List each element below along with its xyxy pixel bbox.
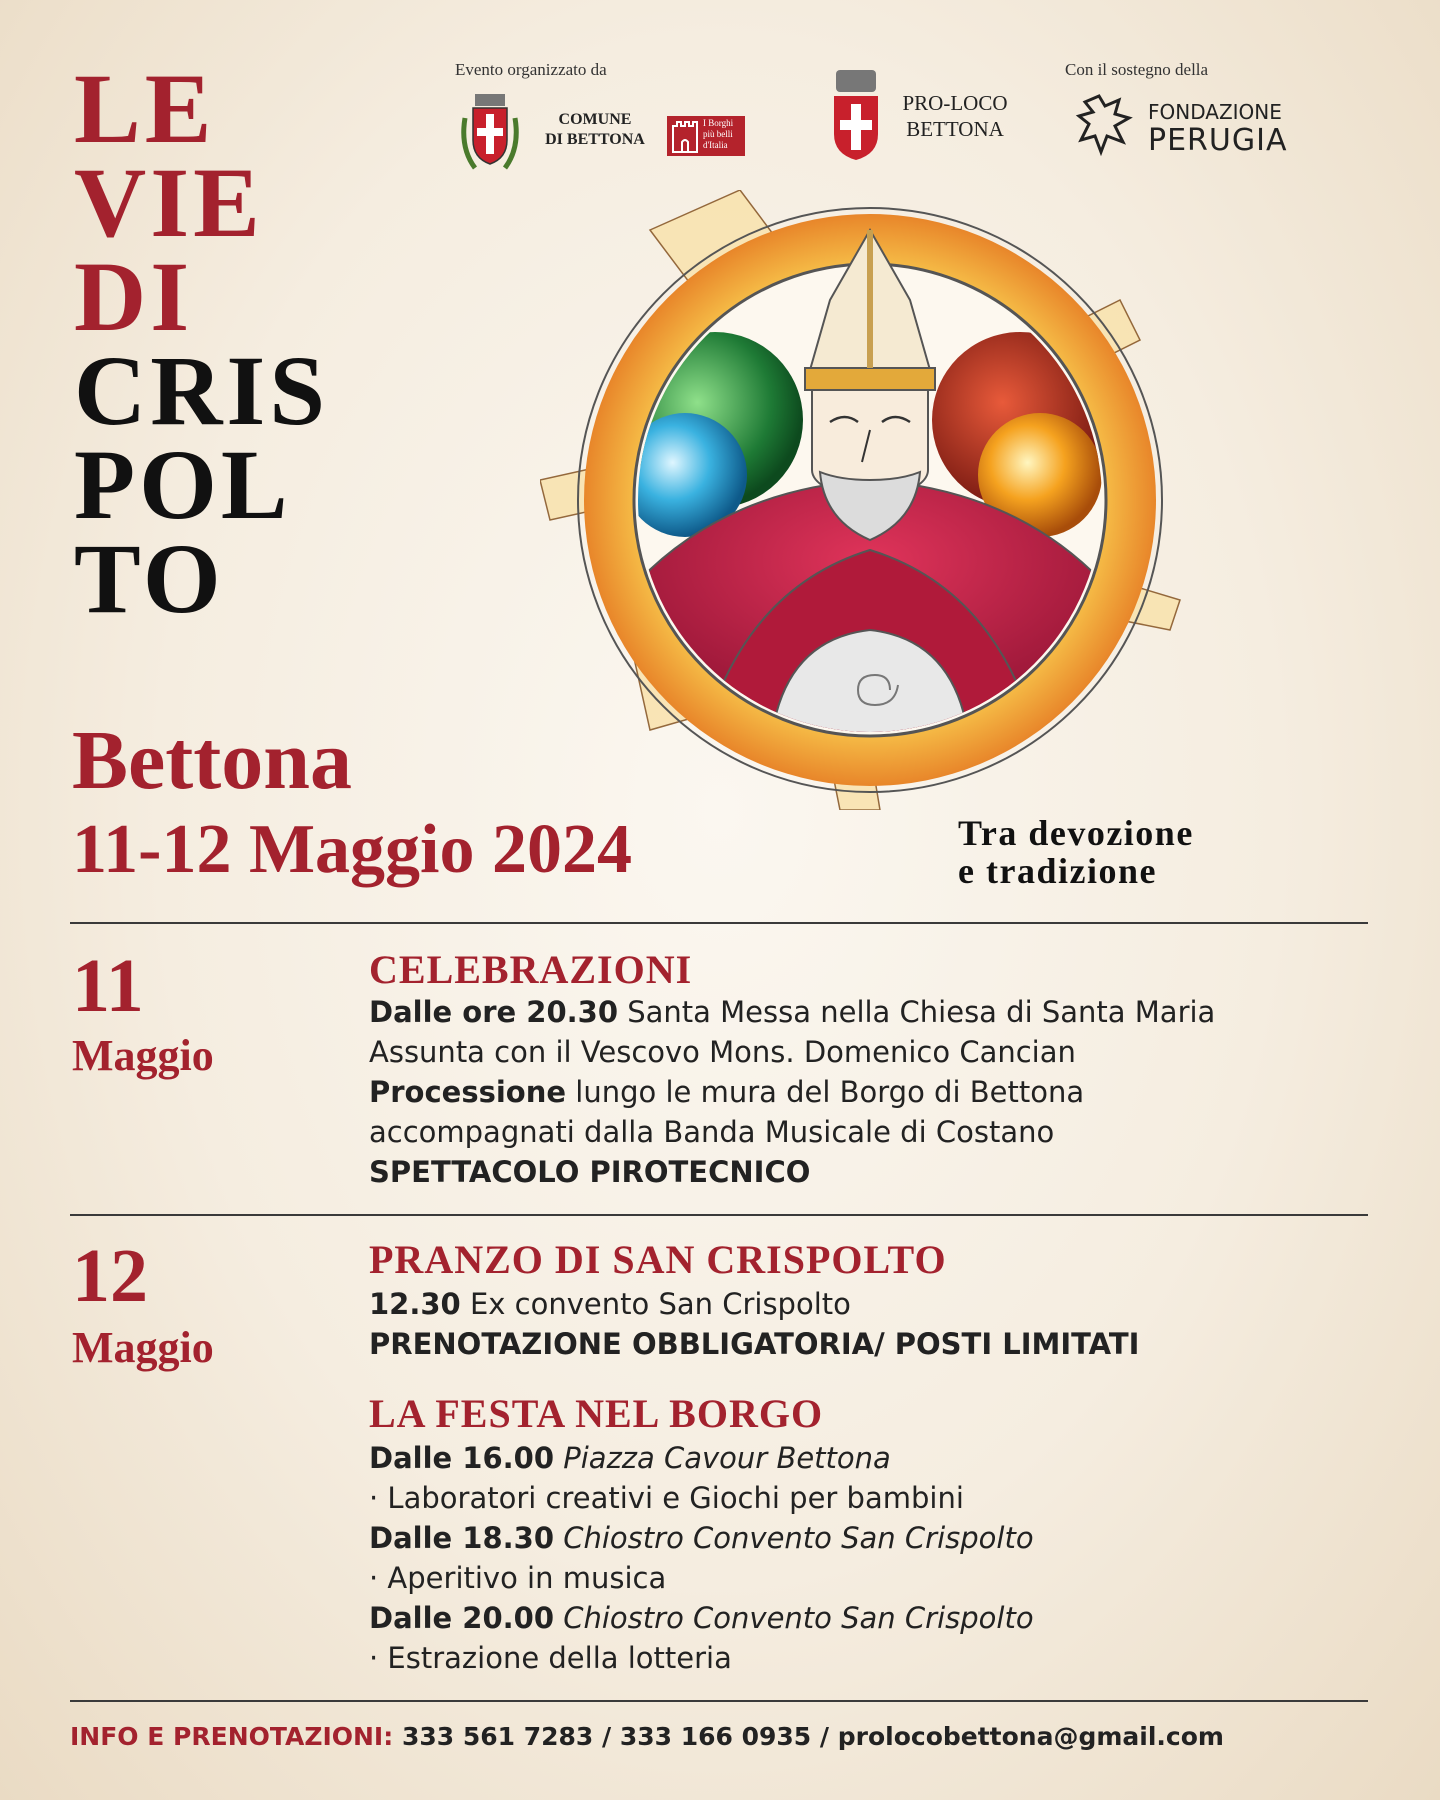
day2-fest-line-5 [369,1598,1034,1638]
organizer-label: Evento organizzato da [455,60,607,79]
proloco-shield-icon [830,70,882,162]
tagline [958,814,1194,890]
day1-line-3 [369,1072,1084,1112]
day2-fest-line-2: · Laboratori creativi e Giochi per bambini [369,1481,964,1515]
day2-lunch-line-1 [369,1284,851,1324]
day2-fest-line-4: · Aperitivo in musica [369,1561,667,1595]
day1-line-1-time: Dalle ore 20.30 [369,995,619,1029]
day2-booking-note: PRENOTAZIONE OBBLIGATORIA/ POSTI LIMITATI [369,1327,1140,1361]
title-line-5: POL [74,429,292,540]
info-footer [70,1722,1224,1751]
event-date: 11-12 Maggio 2024 [72,811,632,888]
divider-bottom [70,1700,1368,1702]
comune-line-1: COMUNE [558,111,632,128]
day1-section-title: CELEBRAZIONI [369,947,693,992]
fondazione-line-2: PERUGIA [1148,123,1288,158]
day1-month: Maggio [72,1031,214,1080]
proloco-line-1: PRO-LOCO [902,91,1008,115]
day1-line-3-bold: Processione [369,1075,567,1109]
saint-crispolto-illustration [540,190,1200,810]
day2-fest-line-6: · Estrazione della lotteria [369,1641,732,1675]
day2-section-title-2: LA FESTA NEL BORGO [369,1391,824,1436]
fondazione-name [1148,100,1287,158]
day2-fest-line-3 [369,1518,1034,1558]
proloco-line-2: BETTONA [906,117,1004,141]
day2-section-title-1: PRANZO DI SAN CRISPOLTO [369,1237,947,1282]
event-place: Bettona [72,714,352,807]
griffin-icon [1075,92,1135,158]
day2-fest-line-1 [369,1438,891,1478]
borghi-logo [667,116,745,156]
day2-number: 12 [72,1234,148,1318]
comune-coat-of-arms-icon [455,88,525,178]
divider-middle [70,1214,1368,1216]
day2-fest-place-2: Chiostro Convento San Crispolto [563,1521,1034,1555]
day2-fest-place-3: Chiostro Convento San Crispolto [563,1601,1034,1635]
comune-name [540,110,650,150]
borghi-line-2: più belli [703,129,733,139]
tagline-line-1: Tra devozione [958,813,1194,853]
day1-line-1 [369,992,1215,1032]
title-line-2: VIE [74,147,264,258]
proloco-name [890,90,1020,142]
day2-lunch-line-2 [369,1324,1139,1364]
castle-icon [669,116,701,156]
title-line-1: LE [74,53,216,164]
title-line-3: DI [74,241,194,352]
info-contacts[interactable]: 333 561 7283 / 333 166 0935 / prolocobettona@gmail.com [393,1722,1224,1751]
day1-line-5 [369,1152,810,1192]
support-label: Con il sostegno della [1065,60,1209,79]
day2-lunch-place: Ex convento San Crispolto [460,1287,851,1321]
day2-month: Maggio [72,1323,214,1372]
title-line-4: CRIS [74,335,329,446]
divider-top [70,922,1368,924]
event-title [74,53,329,634]
info-label: INFO E PRENOTAZIONI: [70,1722,394,1751]
fondazione-line-1: FONDAZIONE [1148,100,1282,124]
day1-line-1-text: Santa Messa nella Chiesa di Santa Maria [618,995,1216,1029]
day2-fest-place-1: Piazza Cavour Bettona [563,1441,891,1475]
borghi-line-1: I Borghi [703,118,734,128]
day1-line-3-text: lungo le mura del Borgo di Bettona [566,1075,1085,1109]
day1-number: 11 [72,944,144,1028]
day1-line-5-bold: SPETTACOLO PIROTECNICO [369,1155,811,1189]
day2-fest-time-2: Dalle 18.30 [369,1521,555,1555]
day2-lunch-time: 12.30 [369,1287,461,1321]
title-line-6: TO [74,523,225,634]
day2-fest-time-1: Dalle 16.00 [369,1441,555,1475]
tagline-line-2: e tradizione [958,851,1157,891]
day2-fest-time-3: Dalle 20.00 [369,1601,555,1635]
day1-line-2: Assunta con il Vescovo Mons. Domenico Cancian [369,1035,1076,1069]
borghi-line-3: d'Italia [703,140,728,150]
day1-line-4: accompagnati dalla Banda Musicale di Costano [369,1115,1055,1149]
comune-line-2: DI BETTONA [545,131,645,148]
